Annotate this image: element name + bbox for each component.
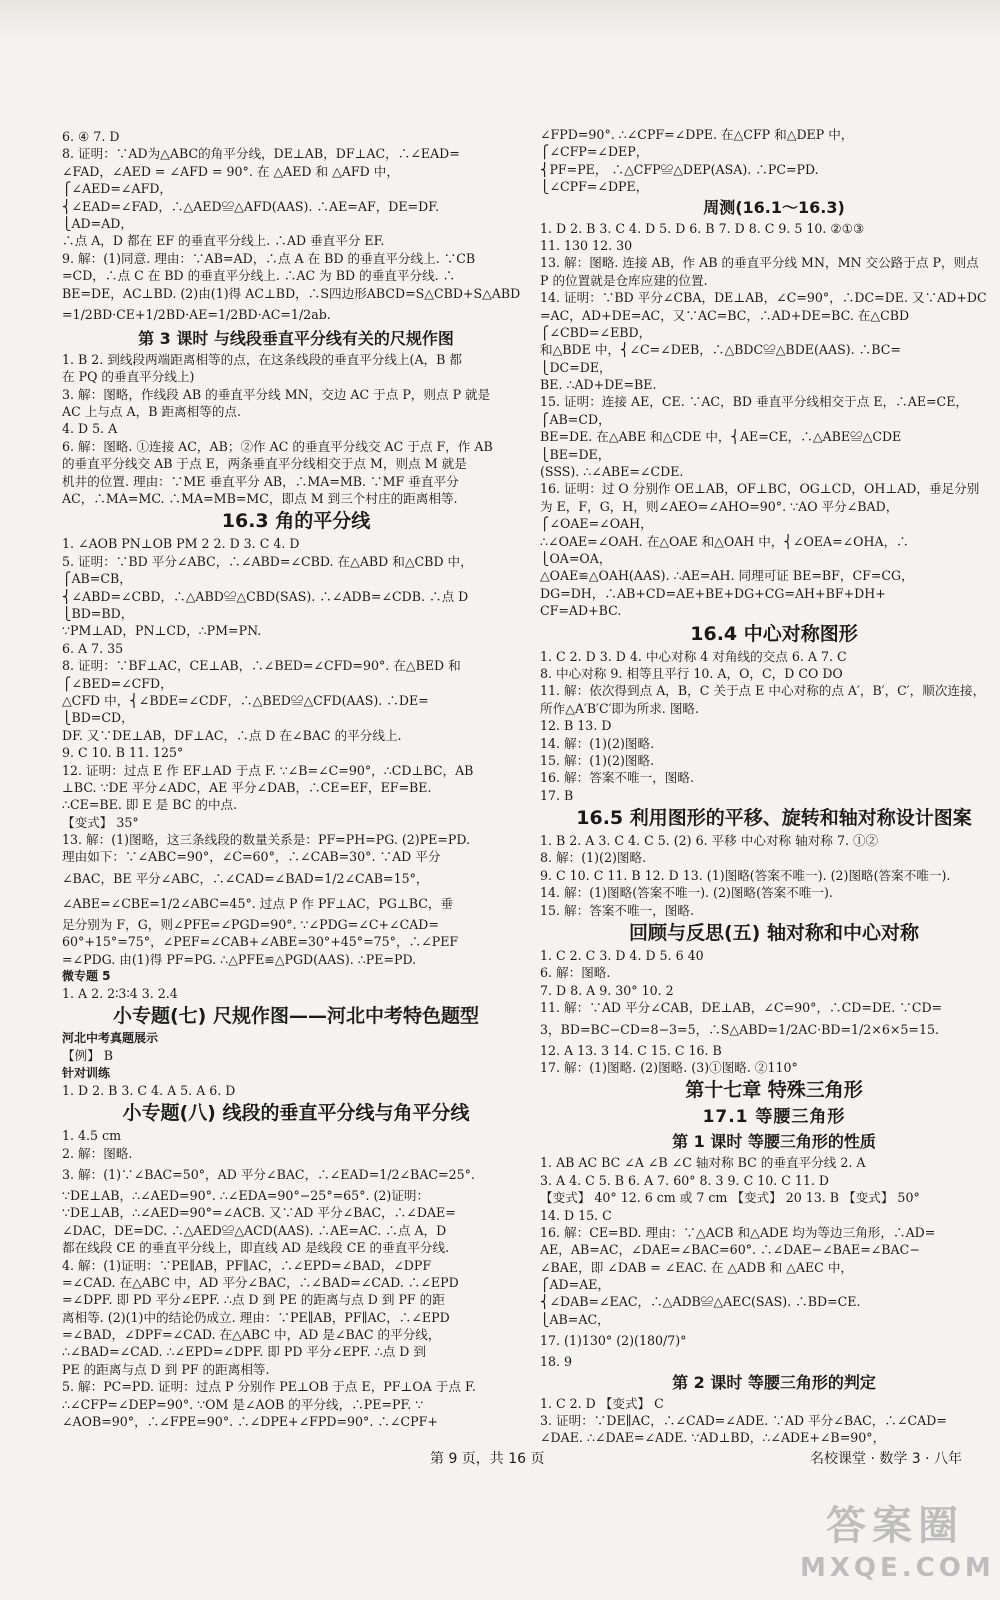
- answer-line: 11. 解：∵AD 平分∠CAB，DE⊥AB，∠C=90°，∴CD=DE. ∵CD=: [540, 1000, 943, 1016]
- section-heading: 小专题(八) 线段的垂直平分线与角平分线: [122, 1102, 470, 1125]
- answer-line: 13. 解：图略. 连接 AB，作 AB 的垂直平分线 MN，MN 交公路于点 P，则点: [540, 255, 979, 271]
- answer-line: 1. C 2. D 3. D 4. 中心对称 4 对角线的交点 6. A 7. C: [540, 648, 847, 664]
- answer-line: 15. 证明：连接 AE，CE. ∵AC，BD 垂直平分线相交于点 E，∴AE=CE，: [540, 394, 968, 410]
- answer-line: ⎩BD=CD，: [62, 710, 134, 726]
- answer-line: ∠BAC，BE 平分∠ABC，∴∠CAD=∠BAD=1/2∠CAB=15°，: [62, 870, 429, 886]
- answer-line: ⎧AB=CB，: [62, 571, 132, 587]
- answer-line: AC，∴MA=MC. ∴MA=MB=MC，即点 M 到三个村庄的距离相等.: [62, 491, 458, 507]
- answer-line: ⎩∠CPF=∠DPE，: [540, 179, 649, 195]
- answer-line: ⎧∠BED=∠CFD，: [62, 675, 173, 691]
- answer-line: 1. AB AC BC ∠A ∠B ∠C 轴对称 BC 的垂直平分线 2. A: [540, 1155, 866, 1171]
- answer-line: ⎩BD=BD，: [62, 605, 134, 621]
- answer-line: BE. ∴AD+DE=BE.: [540, 377, 657, 393]
- answer-line: DF. 又∵DE⊥AB，DF⊥AC，∴点 D 在∠BAC 的平分线上.: [62, 727, 402, 743]
- answer-line: ∴点 A，D 都在 EF 的垂直平分线上. ∴AD 垂直平分 EF.: [62, 233, 385, 249]
- answer-line: =AC，AD+DE=AC，又∵AC=BC，∴AD+DE=BC. 在△CBD: [540, 307, 910, 323]
- section-heading: 17.1 等腰三角形: [702, 1107, 846, 1128]
- section-heading: 第 3 课时 与线段垂直平分线有关的尺规作图: [138, 328, 454, 348]
- answer-line: ⎨∠ABD=∠CBD，∴△ABD≌△CBD(SAS). ∴∠ADB=∠CDB. ∴点 D: [62, 588, 469, 604]
- answer-line: =1/2BD·CE+1/2BD·AE=1/2BD·AC=1/2ab.: [62, 306, 331, 322]
- answer-line: 12. B 13. D: [540, 718, 612, 734]
- answer-line: 8. 中心对称 9. 相等且平行 10. A，O，C，D CO DO: [540, 665, 843, 681]
- answer-line: ⎧∠CFP=∠DEP，: [540, 144, 649, 160]
- answer-line: 1. B 2. 到线段两端距离相等的点，在这条线段的垂直平分线上(A，B 都: [62, 351, 462, 367]
- section-heading: 回顾与反思(五) 轴对称和中心对称: [629, 922, 919, 945]
- scan-shade: [0, 0, 1000, 40]
- subsection-label: 针对训练: [62, 1065, 111, 1080]
- page-number: 第 9 页，共 16 页: [430, 1451, 545, 1467]
- answer-line: ∴∠BAD=∠CAD. ∴∠EPD=∠DPF. 即 PD 平分∠EPF. ∴点 D 到: [62, 1344, 426, 1360]
- answer-line: 理由如下：∵∠ABC=90°，∠C=60°，∴∠CAB=30°. ∵AD 平分: [62, 849, 441, 865]
- answer-line: 1. C 2. D 【变式】 C: [540, 1395, 664, 1411]
- answer-line: 在 PQ 的垂直平分线上): [62, 369, 195, 385]
- answer-line: ⎩AD=AD，: [62, 215, 133, 231]
- answer-line: P 的位置就是仓库应建的位置.: [540, 272, 708, 288]
- answer-line: ⎧∠OAE=∠OAH，: [540, 516, 653, 532]
- watermark-logo: 答案圈 MXQE.COM: [800, 1503, 995, 1583]
- answer-line: 6. 解：图略.: [540, 965, 611, 981]
- answer-line: 12. 证明：过点 E 作 EF⊥AD 于点 F. ∵∠B=∠C=90°，∴CD⊥BC，AB: [62, 762, 474, 778]
- answer-line: 8. 解：(1)(2)图略.: [540, 850, 647, 866]
- answer-line: 足分别为 F，G，则∠PFE=∠PGD=90°. ∵∠PDG=∠C+∠CAD=: [62, 916, 439, 932]
- answer-line: =∠PDG. 由(1)得 PF=PG. ∴△PFE≌△PGD(AAS). ∴PE=PD.: [62, 951, 417, 967]
- answer-line: 17. B: [540, 787, 574, 803]
- answer-line: 机井的位置. 理由：∵ME 垂直平分 AB，∴MA=MB. ∵MF 垂直平分: [62, 473, 459, 489]
- answer-line: 【变式】 35°: [62, 814, 139, 830]
- answer-line: 5. 解：PC=PD. 证明：过点 P 分别作 PE⊥OB 于点 E，PF⊥OA 于点 F.: [62, 1379, 476, 1395]
- answer-line: 6. ④ 7. D: [62, 129, 120, 144]
- answer-line: 14. D 15. C: [540, 1207, 612, 1223]
- answer-line: 3，BD=BC−CD=8−3=5，∴S△ABD=1/2AC·BD=1/2×6×5=15.: [540, 1021, 939, 1037]
- book-title: 名校课堂 · 数学 3 · 八年: [810, 1451, 963, 1467]
- answer-line: 1. A 2. 2∶3∶4 3. 2.4: [62, 986, 178, 1002]
- answer-line: ∵PM⊥AD，PN⊥CD，∴PM=PN.: [62, 623, 262, 639]
- answer-line: 16. 解：CE=BD. 理由：∵△ACB 和△ADE 均为等边三角形，∴AD=: [540, 1224, 936, 1240]
- answer-line: ∴CE=BE. 即 E 是 BC 的中点.: [62, 797, 238, 813]
- answer-line: 4. D 5. A: [62, 421, 118, 437]
- answer-line: △CFD 中，⎨∠BDE=∠CDF，∴△BED≌△CFD(AAS). ∴DE=: [62, 692, 429, 708]
- answer-line: 1. D 2. B 3. C 4. D 5. D 6. B 7. D 8. C 9. 5 10. ②①③: [540, 220, 865, 236]
- answer-line: ⎩DC=DE，: [540, 359, 612, 375]
- answer-line: ∴∠CFP=∠DEP=90°. ∵OM 是∠AOB 的平分线，∴PE=PF. ∵: [62, 1396, 424, 1412]
- answer-line: 1. D 2. B 3. C 4. A 5. A 6. D: [62, 1082, 236, 1098]
- answer-line: 3. 证明：∵DE∥AC，∴∠CAD=∠ADE. ∵AD 平分∠BAC，∴∠CAD=: [540, 1413, 947, 1429]
- answer-line: 6. A 7. 35: [62, 640, 124, 656]
- answer-line: ∠ABE=∠CBE=1/2∠ABC=45°. 过点 P 作 PF⊥AC，PG⊥BC，垂: [62, 895, 454, 911]
- answer-line: 7. D 8. A 9. 30° 10. 2: [540, 982, 674, 998]
- answer-line: 14. 解：(1)(2)图略.: [540, 735, 655, 751]
- answer-line: =∠DPF. 即 PD 平分∠EPF. ∴点 D 到 PE 的距离与点 D 到 PF 的距: [62, 1292, 445, 1308]
- answer-line: AE，AB=AC，∠DAE=∠BAC=60°. ∴∠DAE−∠BAE=∠BAC−: [540, 1242, 920, 1258]
- answer-line: ∠BAE，即 ∠DAB = ∠EAC. 在 △ADB 和 △AEC 中，: [540, 1259, 854, 1275]
- answer-line: 1. B 2. A 3. C 4. C 5. (2) 6. 平移 中心对称 轴对称 7. ①②: [540, 833, 879, 849]
- answer-line: 都在线段 CE 的垂直平分线上，即直线 AD 是线段 CE 的垂直平分线.: [62, 1240, 450, 1256]
- answer-line: BE=DE. 在△ABE 和△CDE 中，⎨AE=CE，∴△ABE≌△CDE: [540, 429, 902, 445]
- answer-line: 9. 解：(1)同意. 理由：∵AB=AD，∴点 A 在 BD 的垂直平分线上. ∵CB: [62, 250, 476, 266]
- answer-line: ⎧AB=CD，: [540, 411, 611, 427]
- answer-line: =∠BAD，∠DPF=∠CAD. 在△ABC 中，AD 是∠BAC 的平分线，: [62, 1327, 441, 1343]
- answer-line: 15. 解：答案不唯一，图略.: [540, 902, 694, 918]
- answer-line: 3. 解：(1)∵∠BAC=50°，AD 平分∠BAC，∴∠EAD=1/2∠BAC=25°.: [62, 1166, 475, 1182]
- answer-line: 3. 解：图略，作线段 AB 的垂直平分线 MN，交边 AC 于点 P，则点 P 就是: [62, 386, 491, 402]
- section-heading: 第 2 课时 等腰三角形的判定: [672, 1372, 876, 1392]
- answer-line: 的垂直平分线交 AB 于点 E，两条垂直平分线相交于点 M，则点 M 就是: [62, 456, 467, 472]
- answer-line: 1. C 2. C 3. D 4. D 5. 6 40: [540, 948, 704, 964]
- answer-line: 14. 证明：∵BD 平分∠CBA，DE⊥AB，∠C=90°，∴DC=DE. 又∵AD+DC: [540, 290, 987, 306]
- answer-line: 所作△A′B′C′即为所求. 图略.: [540, 700, 700, 716]
- answer-line: 2. 解：图略.: [62, 1145, 133, 1161]
- answer-line: ⎩OA=OA，: [540, 550, 612, 566]
- answer-line: 离相等. (2)(1)中的结论仍成立. 理由：∵PE∥AB，PF∥AC，∴∠EPD: [62, 1309, 450, 1325]
- answer-line: ∠DAC，DE=DC. ∴△AED≌△ACD(AAS). ∴AE=AC. ∴点 A，D: [62, 1222, 447, 1238]
- answer-line: 11. 130 12. 30: [540, 237, 633, 253]
- answer-line: 为 E，F，G，H，则∠AEO=∠AHO=90°. ∵AO 平分∠BAD，: [540, 498, 899, 514]
- answer-line: =∠CAD. 在△ABC 中，AD 平分∠BAC，∴∠BAD=∠CAD. ∴∠EPD: [62, 1274, 459, 1290]
- answer-line: 9. C 10. C 11. B 12. D 13. (1)图略(答案不唯一). (2)图略(答案不唯一).: [540, 867, 951, 883]
- answer-line: 9. C 10. B 11. 125°: [62, 745, 184, 761]
- answer-line: 16. 证明：过 O 分别作 OE⊥AB，OF⊥BC，OG⊥CD，OH⊥AD，垂足分别: [540, 481, 980, 497]
- answer-line: ∠DAE. ∴∠DAE=∠ADE. ∵AD⊥BD，∴∠ADE+∠B=90°，: [540, 1430, 886, 1446]
- answer-line: ⎨∠EAD=∠FAD，∴△AED≌△AFD(AAS). ∴AE=AF，DE=DF.: [62, 198, 440, 214]
- answer-line: ∠FPD=90°. ∴∠CPF=∠DPE. 在△CFP 和△DEP 中，: [540, 127, 854, 142]
- answer-line: PE 的距离与点 D 到 PF 的距离相等.: [62, 1361, 270, 1377]
- answer-line: =CD，∴点 C 在 BD 的垂直平分线上. ∴AC 为 BD 的垂直平分线. ∴: [62, 268, 456, 284]
- answer-line: 6. 解：图略. ①连接 AC，AB；②作 AC 的垂直平分线交 AC 于点 F，作 AB: [62, 438, 493, 454]
- answer-line: DG=DH，∴AB+CD=AE+BE+DG+CG=AH+BF+DH+: [540, 585, 886, 601]
- section-heading: 16.4 中心对称图形: [690, 622, 858, 645]
- answer-line: 【变式】 40° 12. 6 cm 或 7 cm 【变式】 20 13. B 【变式】 50°: [540, 1190, 920, 1206]
- answer-line: 1. ∠AOB PN⊥OB PM 2 2. D 3. C 4. D: [62, 536, 300, 552]
- answer-line: ∴∠OAE=∠OAH. 在△OAE 和△OAH 中，⎨∠OEA=∠OHA，∴: [540, 533, 909, 549]
- answer-line: 【例】 B: [62, 1048, 114, 1064]
- answer-line: ⎧∠CBD=∠EBD，: [540, 324, 652, 340]
- answer-line: 5. 证明：∵BD 平分∠ABC，∴∠ABD=∠CBD. 在△ABD 和△CBD 中，: [62, 553, 473, 569]
- subsection-label: 微专题 5: [62, 969, 111, 984]
- answer-line: BE=DE，AC⊥BD. (2)由(1)得 AC⊥BD，∴S四边形ABCD=S△CBD+S△ABD: [62, 285, 521, 301]
- answer-line: 16. 解：答案不唯一，图略.: [540, 770, 694, 786]
- subsection-label: 河北中考真题展示: [62, 1031, 159, 1046]
- answer-line: (SSS). ∴∠ABE=∠CDE.: [540, 464, 684, 480]
- answer-line: ⎧AD=AE，: [540, 1277, 611, 1293]
- answer-line: ⊥BC. ∵DE 平分∠ADC，AE 平分∠DAB，∴CE=EF，EF=BE.: [62, 779, 432, 795]
- right-column: [540, 126, 1000, 1447]
- answer-line: ⎩AB=AC，: [540, 1311, 610, 1327]
- answer-line: ∵DE⊥AB，∴∠AED=90°=∠ACB. 又∵AD 平分∠BAC，∴∠DAE=: [62, 1205, 456, 1221]
- answer-line: 和△BDE 中，⎨∠C=∠DEB，∴△BDC≌△BDE(AAS). ∴BC=: [540, 342, 901, 358]
- section-heading: 第 1 课时 等腰三角形的性质: [672, 1132, 876, 1152]
- answer-line: 18. 9: [540, 1354, 573, 1370]
- answer-line: 1. 4.5 cm: [62, 1128, 122, 1144]
- answer-line: ⎩BE=DE，: [540, 446, 611, 462]
- answer-line: 8. 证明：∵AD为△ABC的角平分线，DE⊥AB，DF⊥AC，∴∠EAD=: [62, 146, 460, 162]
- answer-line: △OAE≌△OAH(AAS). ∴AE=AH. 同理可证 BE=BF，CF=CG，: [540, 568, 914, 584]
- answer-line: 60°+15°=75°，∠PEF=∠CAB+∠ABE=30°+45°=75°，∴∠PEF: [62, 934, 459, 950]
- answer-line: ∵DE⊥AB，∴∠AED=90°. ∴∠EDA=90°−25°=65°. (2)证明：: [62, 1187, 430, 1203]
- section-heading: 小专题(七) 尺规作图——河北中考特色题型: [113, 1005, 479, 1028]
- answer-line: 8. 证明：∵BF⊥AC，CE⊥AB，∴∠BED=∠CFD=90°. 在△BED 和: [62, 658, 461, 674]
- answer-line: 13. 解：(1)图略，这三条线段的数量关系是：PF=PH=PG. (2)PE=PD.: [62, 832, 471, 848]
- answer-line: 14. 解：(1)图略(答案不唯一). (2)图略(答案不唯一).: [540, 885, 833, 901]
- answer-line: ⎨∠DAB=∠EAC，∴△ADB≌△AEC(SAS). ∴BD=CE.: [540, 1294, 861, 1310]
- answer-line: 4. 解：(1)证明：∵PE∥AB，PF∥AC，∴∠EPD=∠BAD，∠DPF: [62, 1257, 432, 1273]
- section-heading: 第十七章 特殊三角形: [685, 1079, 863, 1102]
- answer-line: CF=AD+BC.: [540, 603, 622, 619]
- section-heading: 周测(16.1～16.3): [703, 197, 845, 217]
- section-heading: 16.3 角的平分线: [221, 510, 371, 533]
- left-column: [62, 128, 530, 1430]
- answer-line: AC 上与点 A，B 距离相等的点.: [62, 404, 242, 420]
- answer-line: 15. 解：(1)(2)图略.: [540, 752, 655, 768]
- answer-line: ⎧∠AED=∠AFD，: [62, 181, 173, 197]
- answer-line: 17. 解：(1)图略. (2)图略. (3)①图略. ②110°: [540, 1059, 798, 1075]
- answer-line: ∠AOB=90°，∴∠FPE=90°. ∴∠DPE+∠FPD=90°. ∴∠CPF+: [62, 1414, 438, 1430]
- answer-line: ∠FAD，∠AED = ∠AFD = 90°. 在 △AED 和 △AFD 中，: [62, 163, 399, 179]
- answer-line: 17. (1)130° (2)(180/7)°: [540, 1333, 687, 1349]
- answer-line: ⎨PF=PE， ∴△CFP≌△DEP(ASA). ∴PC=PD.: [540, 161, 819, 177]
- section-heading: 16.5 利用图形的平移、旋转和轴对称设计图案: [576, 807, 972, 830]
- answer-line: 3. A 4. C 5. B 6. A 7. 60° 8. 3 9. C 10. C 11. D: [540, 1172, 830, 1188]
- answer-line: 12. A 13. 3 14. C 15. C 16. B: [540, 1042, 722, 1058]
- answer-line: 11. 解：依次得到点 A，B，C 关于点 E 中心对称的点 A′，B′，C′，顺次连接，: [540, 683, 986, 699]
